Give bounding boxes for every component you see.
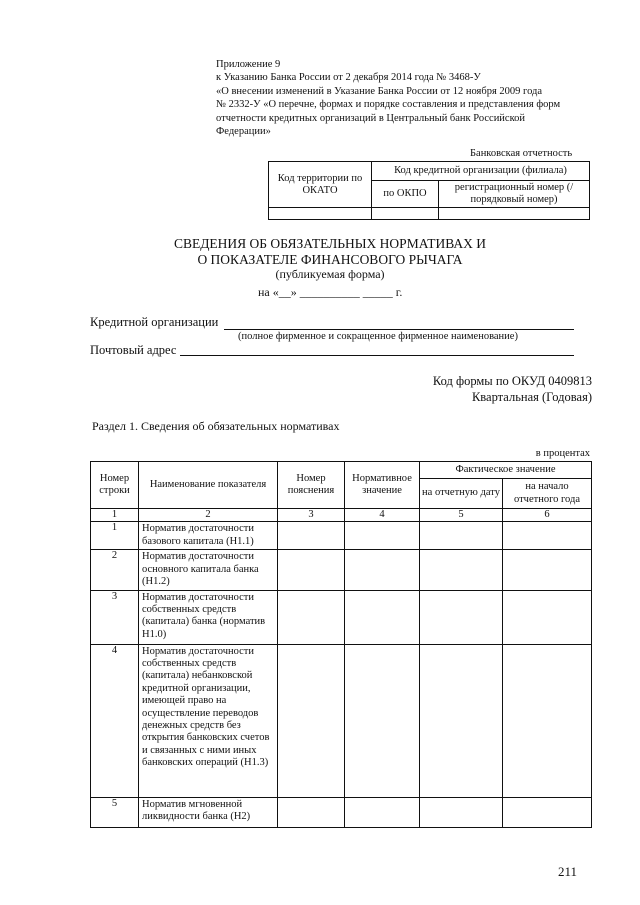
title-line-3: (публикуемая форма) xyxy=(275,267,385,281)
reg-number-header: регистрационный номер (/порядковый номер) xyxy=(439,181,590,208)
header-indicator: Наименование показателя xyxy=(139,462,278,509)
year-start-cell[interactable] xyxy=(503,644,592,797)
header-note-no: Номер пояснения xyxy=(278,462,345,509)
header-report-date: на отчетную дату xyxy=(420,479,503,509)
section-title: Раздел 1. Сведения об обязательных нормативах xyxy=(92,419,340,433)
row-number: 3 xyxy=(91,590,139,644)
appendix-line: «О внесении изменений в Указание Банка России от 12 ноября 2009 года xyxy=(216,85,543,97)
report-date-cell[interactable] xyxy=(420,522,503,550)
header-year-start: на начало отчетного года xyxy=(503,479,592,509)
appendix-line: Федерации» xyxy=(216,126,271,138)
row-number: 5 xyxy=(91,797,139,827)
postal-address-label: Почтовый адрес xyxy=(90,343,177,357)
row-number: 4 xyxy=(91,644,139,797)
year-start-cell[interactable] xyxy=(503,797,592,827)
normative-cell[interactable] xyxy=(345,590,420,644)
page-number: 211 xyxy=(558,864,578,879)
column-number: 1 xyxy=(91,509,139,522)
note-cell[interactable] xyxy=(278,522,345,550)
indicator-name: Норматив достаточности базового капитала (Н1.1) xyxy=(139,522,278,550)
column-number: 5 xyxy=(420,509,503,522)
note-cell[interactable] xyxy=(278,797,345,827)
indicator-name: Норматив мгновенной ликвидности банка (Н2) xyxy=(139,797,278,827)
indicator-name: Норматив достаточности основного капитала банка (Н1.2) xyxy=(139,550,278,590)
header-normative: Нормативное значение xyxy=(345,462,420,509)
territory-code-cell[interactable] xyxy=(269,208,372,220)
row-number: 2 xyxy=(91,550,139,590)
table-row xyxy=(91,644,592,797)
report-date-cell[interactable] xyxy=(420,644,503,797)
report-type-label: Банковская отчетность xyxy=(470,148,573,159)
credit-org-code-header: Код кредитной организации (филиала) xyxy=(372,162,590,181)
form-title xyxy=(140,236,520,283)
column-number: 3 xyxy=(278,509,345,522)
appendix-line: № 2332-У «О перечне, формах и порядке составления и представления форм xyxy=(216,99,561,111)
table-row xyxy=(91,797,592,827)
table-row xyxy=(91,550,592,590)
okud-code: Код формы по ОКУД 0409813 xyxy=(432,374,592,388)
okud-block xyxy=(433,373,592,405)
year-start-cell[interactable] xyxy=(503,522,592,550)
report-date-cell[interactable] xyxy=(420,550,503,590)
okpo-header: по ОКПО xyxy=(372,181,439,208)
normative-cell[interactable] xyxy=(345,522,420,550)
report-period: Квартальная (Годовая) xyxy=(471,390,592,404)
table-row xyxy=(91,522,592,550)
header-actual: Фактическое значение xyxy=(420,462,592,479)
row-number: 1 xyxy=(91,522,139,550)
appendix-line: отчетности кредитных организаций в Центральный банк Российской xyxy=(216,112,526,124)
title-line-2: О ПОКАЗАТЕЛЕ ФИНАНСОВОГО РЫЧАГА xyxy=(197,251,463,267)
appendix-line: Приложение 9 xyxy=(216,59,281,70)
credit-org-field[interactable] xyxy=(224,329,574,330)
postal-address-field[interactable] xyxy=(180,355,574,356)
note-cell[interactable] xyxy=(278,644,345,797)
appendix-header xyxy=(216,58,596,138)
year-start-cell[interactable] xyxy=(503,550,592,590)
column-number: 6 xyxy=(503,509,592,522)
normative-cell[interactable] xyxy=(345,644,420,797)
header-row-no: Номер строки xyxy=(91,462,139,509)
report-date-line: на «__» __________ _____ г. xyxy=(258,285,403,299)
units-label: в процентах xyxy=(535,448,590,459)
codes-table xyxy=(268,161,590,220)
indicator-name: Норматив достаточности собственных средств (капитала) банка (норматив Н1.0) xyxy=(139,590,278,644)
note-cell[interactable] xyxy=(278,590,345,644)
column-number: 4 xyxy=(345,509,420,522)
title-line-1: СВЕДЕНИЯ ОБ ОБЯЗАТЕЛЬНЫХ НОРМАТИВАХ И xyxy=(173,236,487,251)
appendix-line: к Указанию Банка России от 2 декабря 2014 года № 3468-У xyxy=(216,72,481,84)
normative-cell[interactable] xyxy=(345,550,420,590)
indicator-name: Норматив достаточности собственных средств (капитала) небанковской кредитной организации, имеющей право на осуществление переводов денежных средств без открытия банковских счетов и связанных с ними иных банковских операций (Н1.3) xyxy=(139,644,278,797)
column-number: 2 xyxy=(139,509,278,522)
report-date-cell[interactable] xyxy=(420,797,503,827)
note-cell[interactable] xyxy=(278,550,345,590)
year-start-cell[interactable] xyxy=(503,590,592,644)
credit-org-label: Кредитной организации xyxy=(90,315,219,329)
credit-org-hint: (полное фирменное и сокращенное фирменное наименование) xyxy=(238,331,518,342)
reg-number-cell[interactable] xyxy=(439,208,590,220)
normatives-table xyxy=(90,461,592,828)
territory-code-header: Код территории по ОКАТО xyxy=(269,162,372,208)
report-date-cell[interactable] xyxy=(420,590,503,644)
okpo-cell[interactable] xyxy=(372,208,439,220)
normative-cell[interactable] xyxy=(345,797,420,827)
table-row xyxy=(91,590,592,644)
